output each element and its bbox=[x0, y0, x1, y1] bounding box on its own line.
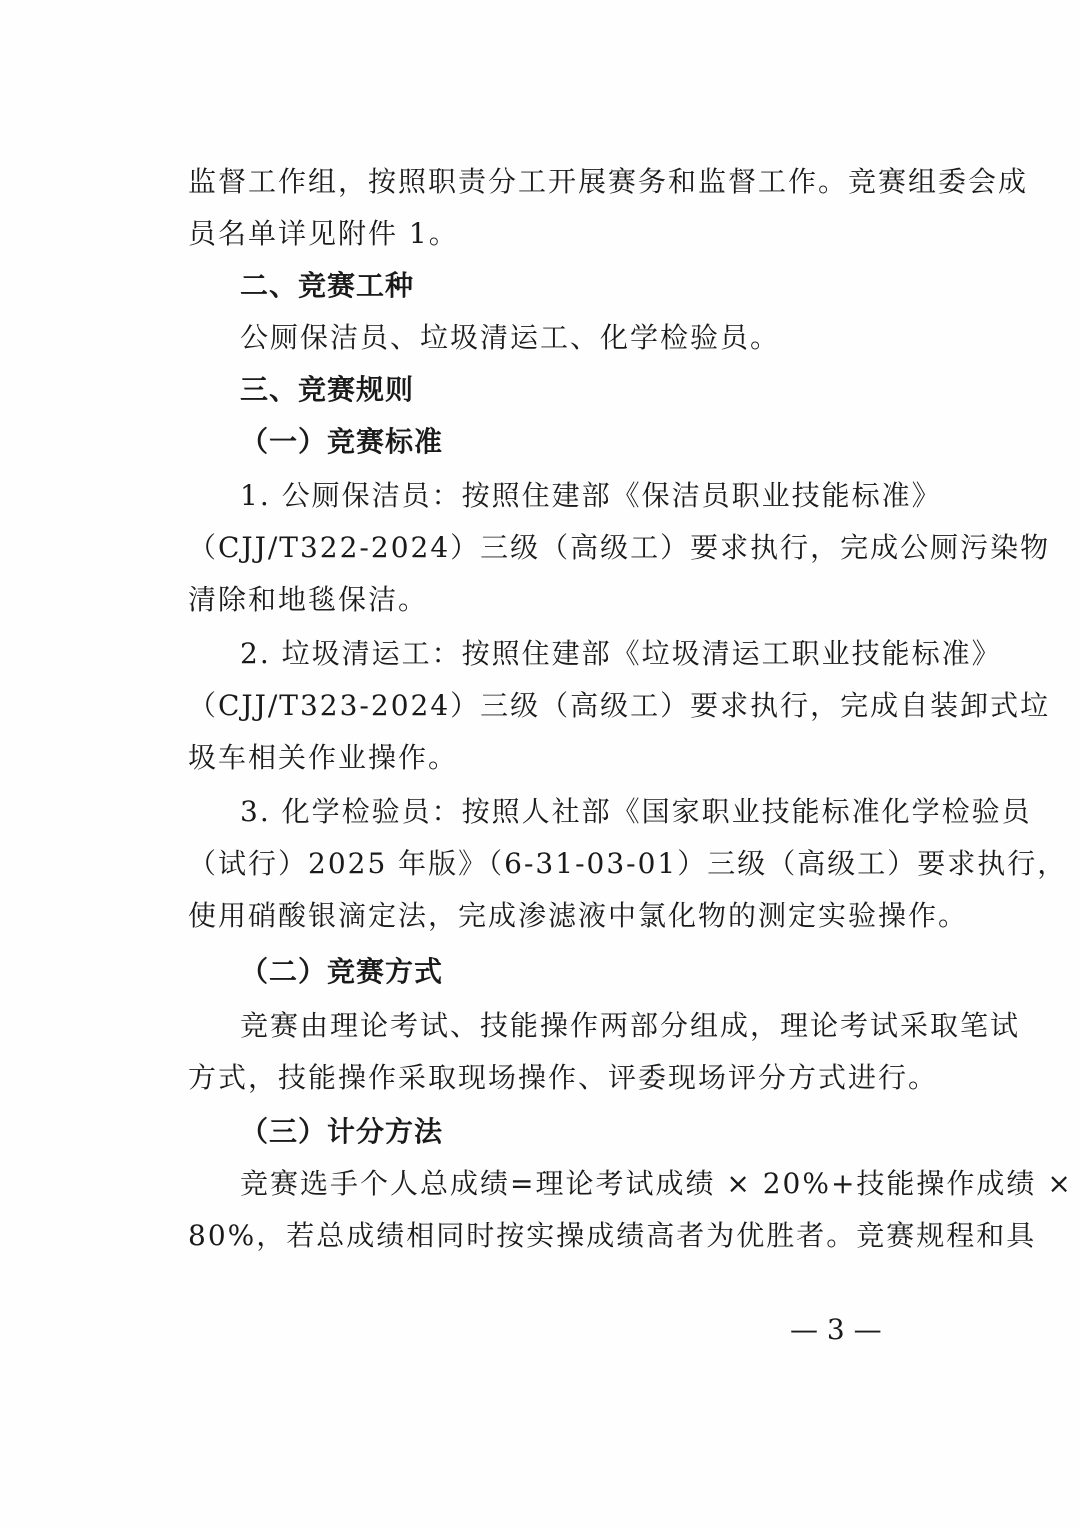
body-text-line: 公厕保洁员、垃圾清运工、化学检验员。 bbox=[240, 321, 781, 354]
body-text-line: 竞赛由理论考试、技能操作两部分组成，理论考试采取笔试 bbox=[240, 1009, 1021, 1042]
body-text-line: （CJJ/T323-2024）三级（高级工）要求执行，完成自装卸式垃 bbox=[188, 689, 1051, 722]
body-text-line: 圾车相关作业操作。 bbox=[188, 741, 459, 774]
body-text-line: 监督工作组，按照职责分工开展赛务和监督工作。竞赛组委会成 bbox=[188, 165, 1029, 198]
body-text-line: 3. 化学检验员：按照人社部《国家职业技能标准化学检验员 bbox=[240, 795, 1032, 828]
subsection-heading-standards: （一）竞赛标准 bbox=[240, 425, 444, 458]
body-text-line: 方式，技能操作采取现场操作、评委现场评分方式进行。 bbox=[188, 1061, 939, 1094]
body-text-line: 80%，若总成绩相同时按实操成绩高者为优胜者。竞赛规程和具 bbox=[188, 1219, 1037, 1252]
body-text-line: 员名单详见附件 1。 bbox=[188, 217, 459, 250]
body-text-line: 竞赛选手个人总成绩=理论考试成绩 × 20%+技能操作成绩 × bbox=[240, 1167, 1073, 1200]
body-text-line: 清除和地毯保洁。 bbox=[188, 583, 429, 616]
body-text-line: 使用硝酸银滴定法，完成渗滤液中氯化物的测定实验操作。 bbox=[188, 899, 969, 932]
section-heading-competition-rules: 三、竞赛规则 bbox=[240, 373, 415, 406]
body-text-line: （试行）2025 年版》（6-31-03-01）三级（高级工）要求执行， bbox=[188, 847, 1068, 880]
body-text-line: 2. 垃圾清运工：按照住建部《垃圾清运工职业技能标准》 bbox=[240, 637, 1002, 670]
page-number: — 3 — bbox=[790, 1313, 882, 1346]
section-heading-competition-trades: 二、竞赛工种 bbox=[240, 269, 415, 302]
body-text-line: 1. 公厕保洁员：按照住建部《保洁员职业技能标准》 bbox=[240, 479, 942, 512]
subsection-heading-method: （二）竞赛方式 bbox=[240, 955, 444, 988]
body-text-line: （CJJ/T322-2024）三级（高级工）要求执行，完成公厕污染物 bbox=[188, 531, 1051, 564]
subsection-heading-scoring: （三）计分方法 bbox=[240, 1115, 444, 1148]
